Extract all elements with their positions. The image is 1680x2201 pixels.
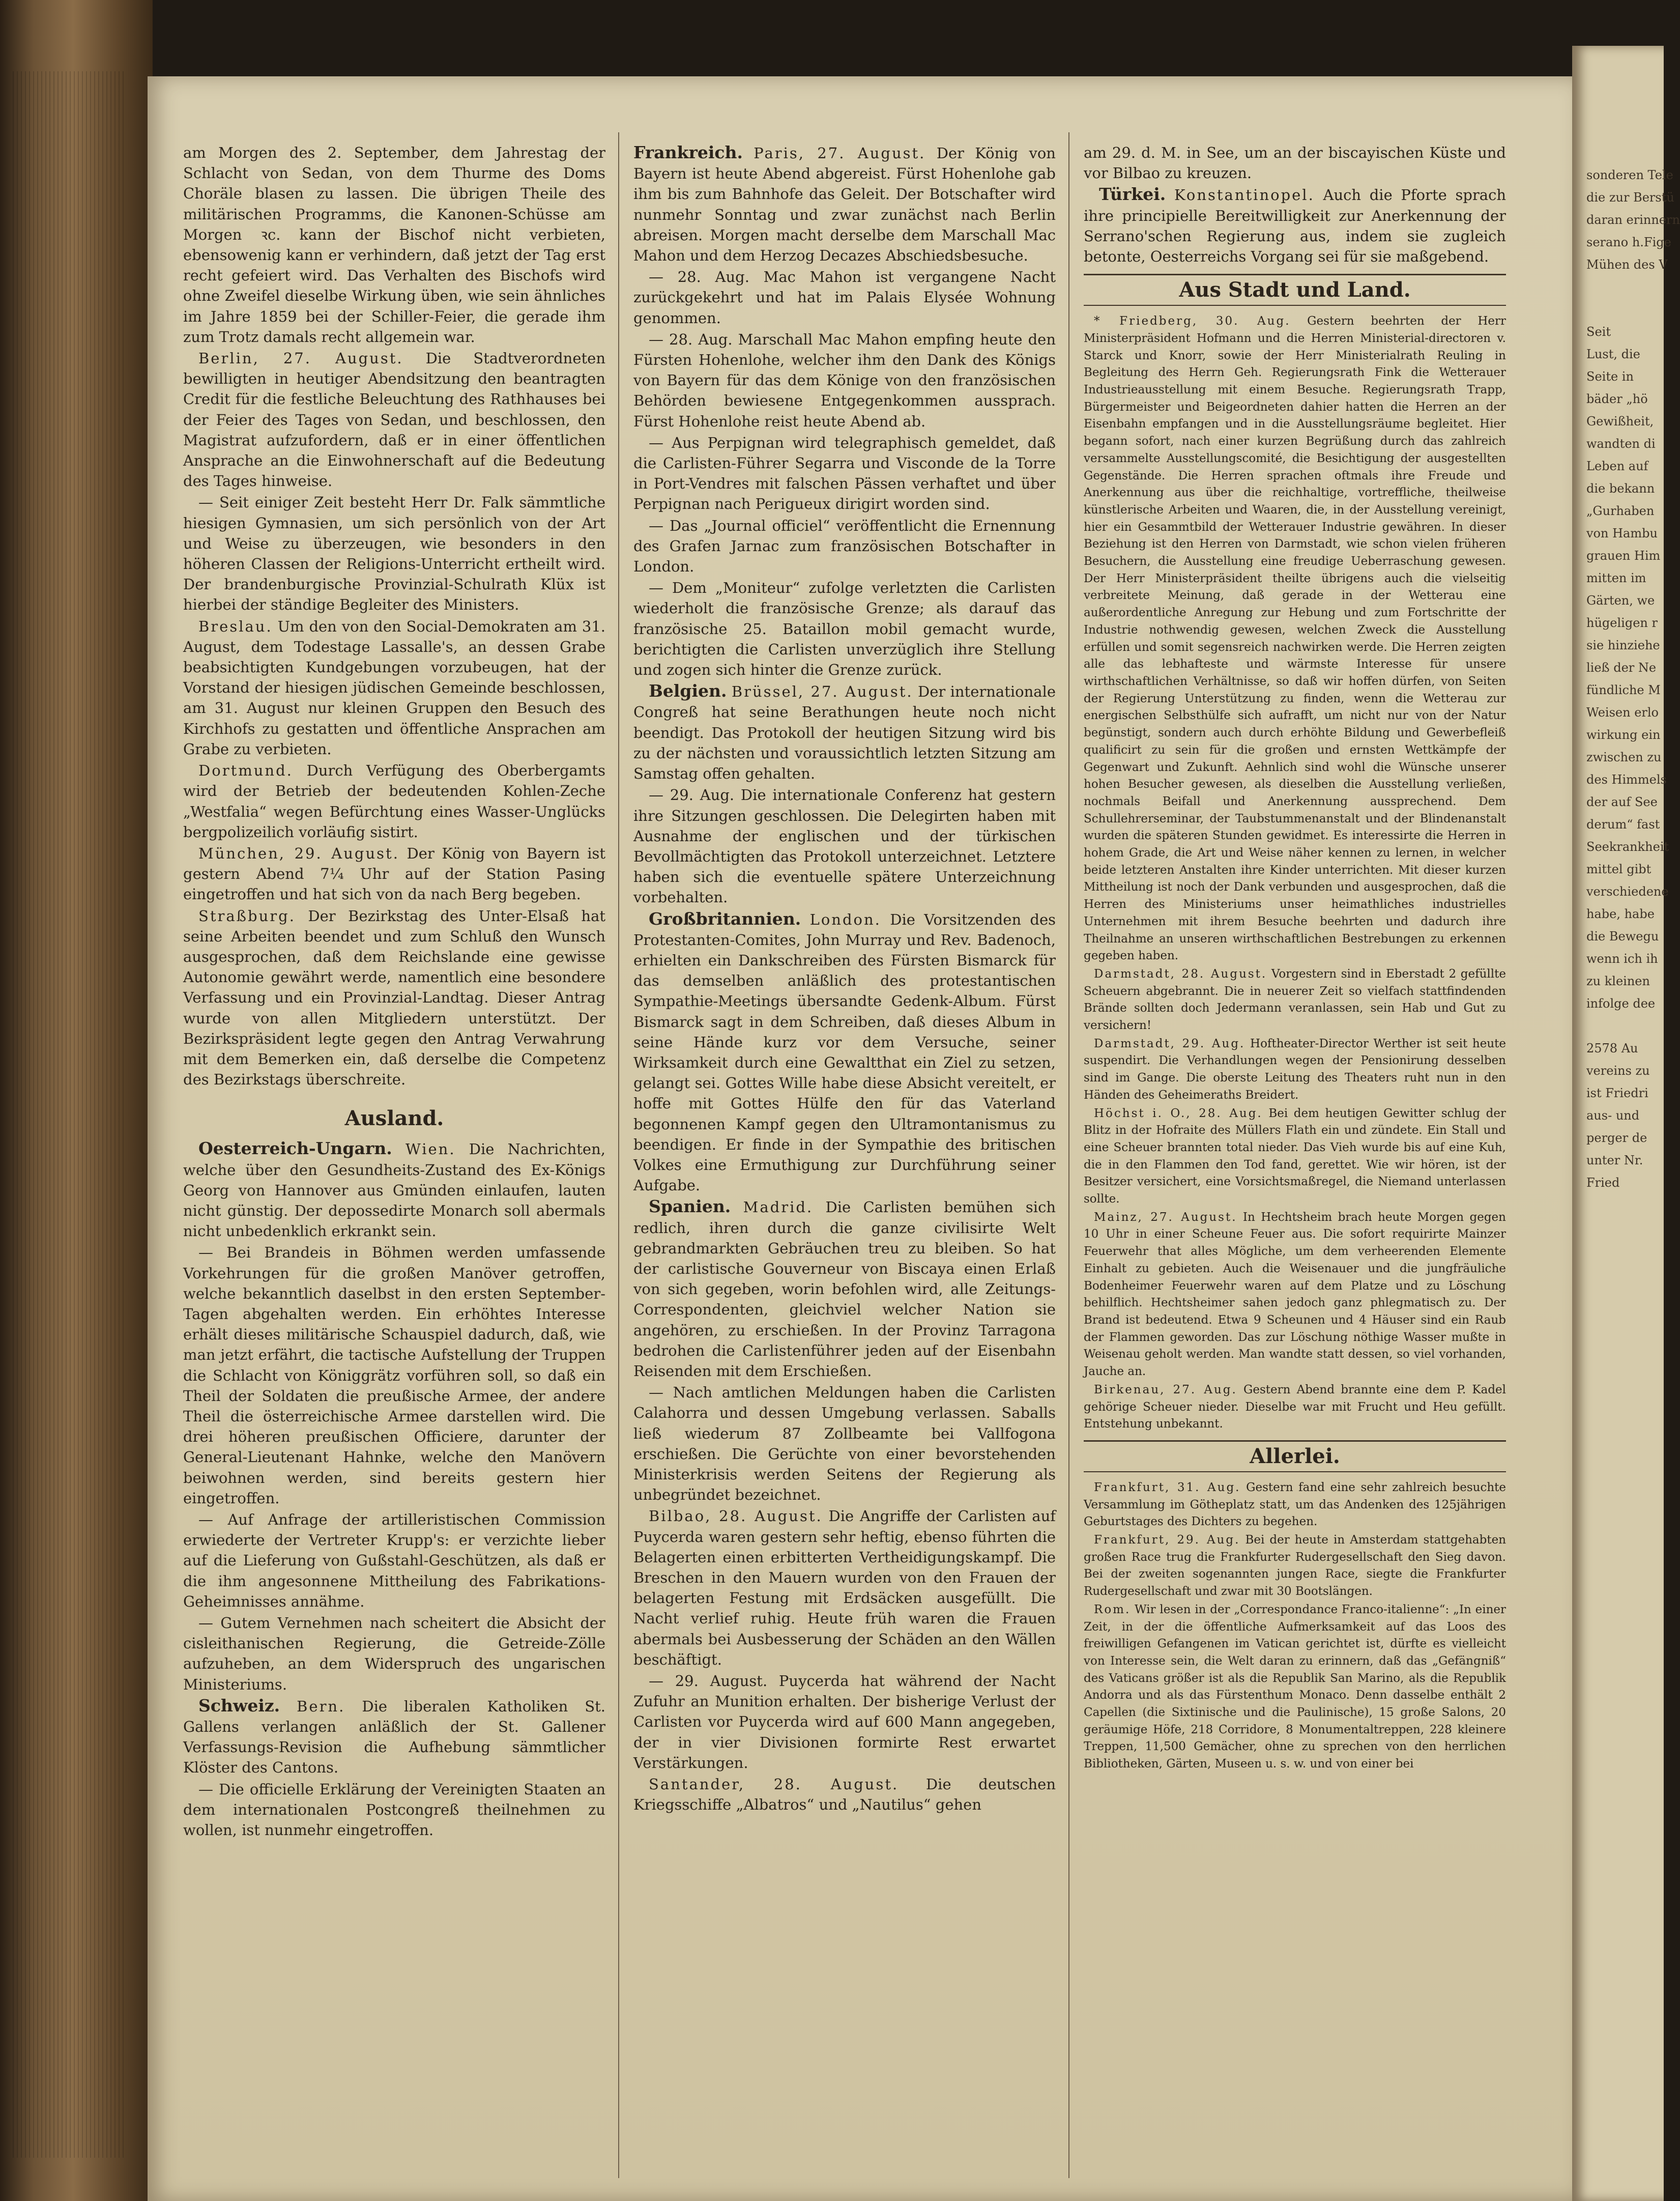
article-paragraph: Frankreich. Paris, 27. August. Der König von Bayern ist heute Abend abgereist. Fürst Hohenlohe gab ihm bis zum Bahnhofe das Geleit. Der Botschafter wird nunmehr Sonntag und zwar zunächst nach Berlin abreisen. Morgen macht derselbe dem Marschall Mac Mahon und dem Herzog Decazes Abschiedsbesuche. (633, 142, 1056, 265)
adjacent-page-line: Fried (1586, 1176, 1620, 1190)
article-paragraph: Türkei. Konstantinopel. Auch die Pforte sprach ihre principielle Bereitwilligkeit zur Anerkennung der Serrano'schen Regierung aus, indem sie zugleich betonte, Oesterreichs Vorgang sei für sie maßgebend. (1084, 184, 1507, 266)
adjacent-page-line: „Gurhaben (1586, 504, 1655, 518)
article-paragraph: Rom. Wir lesen in der „Correspondance Franco-italienne“: „In einer Zeit, in der die öffentliche Aufmerksamkeit auf das Loos des freiwilligen Gefangenen im Vatican gerichtet ist, dürfte es vielleicht von Interesse sein, die Welt daran zu erinnern, daß das „Gefängniß“ des Vaticans größer ist als die Republik San Marino, als die Republik Andorra und als das Fürstenthum Monaco. Denn dasselbe enthält 2 Capellen (die Sixtinische und die Paulinische), 15 große Salons, 20 geräumige Höfe, 218 Corridore, 8 Monumentaltreppen, 228 kleinere Treppen, 11,500 Gemächer, ohne zu sprechen von den herrlichen Bibliotheken, Gärten, Museen u. s. w. und von einer bei (1084, 1603, 1506, 1771)
adjacent-page-line: Seit (1586, 325, 1611, 339)
section-heading: Ausland. (344, 1106, 444, 1131)
adjacent-page-line: von Hambu (1586, 526, 1658, 540)
section-heading: Allerlei. (1084, 1440, 1506, 1472)
article-paragraph: — Seit einiger Zeit besteht Herr Dr. Falk sämmtliche hiesigen Gymnasien, um sich persönlich von der Art und Weise zu überzeugen, wie besonders in den höheren Classen der Religions-Unterricht ertheilt wird. Der brandenburgische Provinzial-Schulrath Klüx ist hierbei der ständige Begleiter des Ministers. (183, 494, 605, 614)
adjacent-page-line: wenn ich ih (1586, 952, 1658, 966)
article-paragraph: Santander, 28. August. Die deutschen Kriegsschiffe „Albatros“ und „Nautilus“ gehen (633, 1776, 1056, 1814)
adjacent-page-line: verschiedene (1586, 884, 1669, 899)
article-paragraph: Dortmund. Durch Verfügung des Oberbergamts wird der Betrieb der bedeutenden Kohlen-Zeche „Westfalia“ wegen Befürchtung eines Wasser-Unglücks bergpolizeilich vorläufig sistirt. (183, 762, 606, 841)
adjacent-page-line: des Himmels (1586, 773, 1667, 787)
adjacent-page-line: Seekrankheit (1586, 840, 1669, 854)
article-paragraph: — 29. August. Puycerda hat während der Nacht Zufuhr an Munition erhalten. Der bisherige Verlust der Carlisten vor Puycerda wird auf 600 Mann angegeben, der in vier Divisionen formirte Rest erwartet Verstärkungen. (633, 1672, 1056, 1771)
article-paragraph: — Aus Perpignan wird telegraphisch gemeldet, daß die Carlisten-Führer Segarra und Visconde de la Torre in Port-Vendres mit falschen Pässen verhaftet und über Perpignan nach Perigueux dirigirt worden sind. (633, 434, 1056, 513)
adjacent-page-line: Weisen erlo (1586, 705, 1659, 720)
article-paragraph: Belgien. Brüssel, 27. August. Der internationale Congreß hat seine Berathungen heute noch nicht beendigt. Das Protokoll der heutigen Sitzung wird bis zu der nächsten und voraussichtlich letzten Sitzung am Samstag offen gehalten. (633, 681, 1056, 783)
adjacent-page-line: ist Friedri (1586, 1086, 1648, 1100)
adjacent-page-fragment (1572, 46, 1680, 2201)
adjacent-page-line: bäder „hö (1586, 392, 1648, 406)
adjacent-page-line: mittel gibt (1586, 862, 1652, 876)
column-rule (1068, 132, 1069, 2178)
article-paragraph: München, 29. August. Der König von Bayern ist gestern Abend 7¼ Uhr auf der Station Pasing eingetroffen und hat sich von da nach Berg begeben. (183, 844, 606, 903)
article-paragraph: Straßburg. Der Bezirkstag des Unter-Elsaß hat seine Arbeiten beendet und zum Schluß den Wunsch ausgesprochen, daß dem Reichslande eine gewisse Autonomie gewährt werde, namentlich eine besondere Verfassung und ein Provinzial-Landtag. Dieser Antrag wurde von allen Mitgliedern unterstützt. Der Bezirkspräsident legte gegen den Antrag Verwahrung mit dem Bemerken ein, daß derselbe die Competenz des Bezirkstags überschreite. (183, 907, 606, 1089)
article-paragraph: Mainz, 27. August. In Hechtsheim brach heute Morgen gegen 10 Uhr in einer Scheune Feuer aus. Die sofort requirirte Mainzer Feuerwehr that alles Mögliche, um dem verheerenden Elemente Einhalt zu gebieten. Auch die Weisenauer und die jungfräuliche Bodenheimer Feuerwehr waren auf dem Platze und zu Löschung behilflich. Hechtsheimer sahen jedoch ganz phlegmatisch zu. Der Brand ist bedeutend. Etwa 9 Scheunen und 4 Häuser sind ein Raub der Flammen geworden. Das zur Löschung nöthige Wasser mußte in Weisenau geholt werden. Man wandte statt dessen, so viel vorhanden, Jauche an. (1084, 1210, 1506, 1379)
page-edges (13, 71, 125, 2158)
article-paragraph: Spanien. Madrid. Die Carlisten bemühen sich redlich, ihren durch die ganze civilisirte Welt gebrandmarkten Gebräuchen treu zu bleiben. So hat der carlistische Gouverneur von Biscaya einen Erlaß von sich gegeben, worin befohlen wird, alle Zeitungs-Correspondenten, gleichviel welcher Nation sie angehören, zu erschießen. In der Provinz Tarragona bedrohen die Carlistenführer jeden auf der Eisenbahn Reisenden mit dem Erschießen. (633, 1196, 1056, 1380)
adjacent-page-line: die bekann (1586, 481, 1655, 496)
section-heading: Aus Stadt und Land. (1084, 274, 1506, 306)
adjacent-page-line: vereins zu (1586, 1064, 1650, 1078)
book-spine-edge (0, 0, 153, 2201)
article-paragraph: — 29. Aug. Die internationale Conferenz hat gestern ihre Sitzungen geschlossen. Die Delegirten haben mit Ausnahme der englischen und der türkischen Bevollmächtigten das Protokoll unterzeichnet. Letztere haben sich die eventuelle spätere Unterzeichnung vorbehalten. (633, 786, 1056, 906)
adjacent-page-line: der auf See (1586, 795, 1658, 809)
adjacent-page-line: fündliche M (1586, 683, 1661, 697)
article-paragraph: — Gutem Vernehmen nach scheitert die Absicht der cisleithanischen Regierung, die Getreide-Zölle aufzuheben, an dem Widerspruch des ungarischen Ministeriums. (183, 1614, 605, 1693)
column-1 (183, 142, 605, 2178)
article-paragraph: Schweiz. Bern. Die liberalen Katholiken St. Gallens verlangen anläßlich der St. Gallener Verfassungs-Revision die Aufhebung sämmtlicher Klöster des Cantons. (183, 1695, 605, 1777)
article-paragraph: — Bei Brandeis in Böhmen werden umfassende Vorkehrungen für die großen Manöver getroffen, welche bekanntlich daselbst in den ersten September-Tagen abgehalten werden. Ein erhöhtes Interesse erhält dieses militärische Schauspiel dadurch, daß, wie man jetzt erfährt, die tactische Aufstellung der Truppen die Schlacht von Königgrätz vorführen soll, so daß ein Theil der Soldaten die preußische Armee, der andere Theil die österreichische Armee darstellen wird. Die drei höheren preußischen Officiere, darunter der General-Lieutenant Hahnke, welche den Manövern beiwohnen werden, sind bereits gestern hier eingetroffen. (183, 1244, 605, 1507)
adjacent-page-line: daran erinnern (1586, 213, 1680, 227)
adjacent-page-line: habe, habe (1586, 907, 1655, 921)
column-3 (1084, 142, 1506, 2178)
adjacent-page-line: infolge dee (1586, 996, 1656, 1011)
article-paragraph: Frankfurt, 31. Aug. Gestern fand eine sehr zahlreich besuchte Versammlung im Götheplatz statt, um das Andenken des 125jährigen Geburtstages des Dichters zu begehen. (1084, 1480, 1506, 1529)
article-paragraph: Frankfurt, 29. Aug. Bei der heute in Amsterdam stattgehabten großen Race trug die Frankfurter Rudergesellschaft den Sieg davon. Bei der zweiten sogenannten jungen Race, siegte die Frankfurter Rudergesellschaft und zwar mit 30 Bootslängen. (1084, 1533, 1507, 1598)
article-paragraph: Oesterreich-Ungarn. Wien. Die Nachrichten, welche über den Gesundheits-Zustand des Ex-Königs Georg von Hannover aus Gmünden einlaufen, lauten nicht günstig. Der depossedirte Monarch soll abermals nicht unbedenklich erkrankt sein. (183, 1138, 605, 1240)
adjacent-page-line: wandten di (1586, 437, 1656, 451)
article-paragraph: — Das „Journal officiel“ veröffentlicht die Ernennung des Grafen Jarnac zum französischen Botschafter in London. (633, 517, 1056, 576)
adjacent-page-line: Lust, die (1586, 347, 1640, 361)
article-paragraph: am 29. d. M. in See, um an der biscayischen Küste und vor Bilbao zu kreuzen. (1084, 144, 1506, 182)
adjacent-page-line: perger de (1586, 1131, 1647, 1145)
adjacent-page-line: wirkung ein (1586, 728, 1661, 742)
article-paragraph: — Auf Anfrage der artilleristischen Commission erwiederte der Vertreter Krupp's: er verzichte lieber auf die Lieferung von Gußstahl-Geschützen, als daß er die ihm angesonnene Mittheilung des Fabrikations-Geheimnisses annähme. (183, 1511, 605, 1610)
article-paragraph: * Friedberg, 30. Aug. Gestern beehrten der Herr Ministerpräsident Hofmann und die Herren Ministerial-directoren v. Starck und Knorr, sowie der Herr Ministerialrath Reuling in Begleitung des Herrn Geh. Regierungsrath Fink die Wetterauer Industrieausstellung mit einem Besuche. Regierungsrath Trapp, Bürgermeister und Beigeordneten dahier hatten die Herren an der Eisenbahn empfangen und in die Ausstellungsräume begleitet. Hier begann sofort, nach einer kurzen Begrüßung durch das zahlreich versammelte Ausstellungscomité, die Besichtigung der ausgestellten Gegenstände. Die Herren sprachen oftmals ihre Freude und Anerkennung aus über die reichhaltige, vortreffliche, theilweise künstlerische Arbeiten und Waaren, die, in der Ausstellung vereinigt, hier ein Gesammtbild der Wetterauer Industrie gewähren. In dieser Beziehung ist den Herren von Darmstadt, wie schon vielen früheren Besuchern, die Ausstellung eine freudige Ueberraschung gewesen. Der Herr Ministerpräsident theilte übrigens auch die vielseitig verbreitete Meinung, daß gerade in der Wetterau eine außerordentliche Anregung zur Hebung und zum Fortschritte der Industrie nothwendig gewesen, welchen Zweck die Ausstellung erfüllen und somit segensreich nachwirken werde. Die Herren zeigten alle das lebhafteste und wärmste Interesse für unsere wirthschaftlichen Verhältnisse, so daß wir hoffen dürfen, von Seiten der Regierung Unterstützung zu finden, wenn die Wetterau zur energischen Selbsthülfe sich aufrafft, um nicht nur von der Natur begünstigt, sondern auch durch erhöhte Bildung und Gewerbefleiß qualificirt zu sein für die großen und ernsten Wettkämpfe der Gegenwart und Zukunft. Aehnlich sind wohl die Wünsche unserer hohen Besucher gewesen, als dieselben die Ausstellung verließen, nochmals Beifall und Anerkennung aussprechend. Dem Schullehrerseminar, der Taubstummenanstalt und der Blindenanstalt wurden die späteren Stunden gewidmet. Es interessirte die Herren in hohem Grade, die Art und Weise näher kennen zu lernen, in welcher beide letzteren Anstalten ihre Kinder unterrichten. Mit dieser kurzen Mittheilung ist noch der Dank verbunden und ausgesprochen, daß die Herren des Ministeriums unser heimathliches industrielles Unternehmen mit ihrem Besuche beehrten und dadurch ihre Theilnahme an unseren wirthschaftlichen Bestrebungen zu erkennen gegeben haben. (1084, 315, 1506, 963)
adjacent-page-line: Gewißheit, (1586, 414, 1654, 428)
adjacent-page-line: serano h.Fige (1586, 235, 1671, 249)
adjacent-page-line: derum“ fast (1586, 817, 1660, 832)
newspaper-page (148, 76, 1572, 2201)
article-paragraph: — Nach amtlichen Meldungen haben die Carlisten Calahorra und dessen Umgebung verlassen. Saballs ließ wiederum 87 Zollbeamte bei Vallfogona erschießen. Die Gerüchte von einer bevorstehenden Ministerkrisis werden Seitens der Regierung als unbegründet bezeichnet. (633, 1384, 1056, 1504)
article-paragraph: Bilbao, 28. August. Die Angriffe der Carlisten auf Puycerda waren gestern sehr heftig, ebenso führten die Belagerten einen erbitterten Vertheidigungskampf. Die Breschen in den Mauern wurden von den Frauen der belagerten Festung mit Erdsäcken ausgefüllt. Die Nacht verlief ruhig. Heute früh waren die Frauen abermals bei Ausbesserung der Schäden an den Wällen beschäftigt. (633, 1507, 1056, 1668)
adjacent-page-line: unter Nr. (1586, 1153, 1643, 1167)
article-paragraph: am Morgen des 2. September, dem Jahrestag der Schlacht von Sedan, von dem Thurme des Doms Choräle blasen zu lassen. Die übrigen Theile des militärischen Programms, die Kanonen-Schüsse am Morgen ꝛc. kann der Bischof nicht verbieten, ebensowenig kann er verhindern, daß jetzt der Tag erst recht gefeiert wird. Das Verhalten des Bischofs wird ohne Zweifel dieselbe Wirkung üben, wie sein ähnliches im Jahre 1859 bei der Schiller-Feier, die gerade ihm zum Trotz damals recht allgemein war. (183, 144, 605, 346)
adjacent-page-line: Seite in (1586, 369, 1634, 384)
article-paragraph: — 28. Aug. Marschall Mac Mahon empfing heute den Fürsten Hohenlohe, welcher ihm den Dank des Königs von Bayern für das dem Könige von den französischen Behörden bewiesene Entgegenkommen aussprach. Fürst Hohenlohe reist heute Abend ab. (633, 330, 1056, 430)
article-paragraph: Darmstadt, 28. August. Vorgestern sind in Eberstadt 2 gefüllte Scheuern abgebrannt. Die in neuerer Zeit so vielfach stattfindenden Brände sollten doch Jedermann veranlassen, sein Hab und Gut zu versichern! (1084, 967, 1506, 1033)
article-paragraph: — Dem „Moniteur“ zufolge verletzten die Carlisten wiederholt die französische Grenze; als darauf das französische 25. Bataillon mobil gemacht wurde, berichtigten die Carlisten unverzüglich ihre Stellung und zogen sich hinter die Grenze zurück. (633, 579, 1056, 679)
article-paragraph: Höchst i. O., 28. Aug. Bei dem heutigen Gewitter schlug der Blitz in der Hofraite des Müllers Flath ein und zündete. Ein Stall und eine Scheuer brannten total nieder. Das Vieh wurde bis auf eine Kuh, die in den Flammen den Tod fand, gerettet. Wie wir hören, ist der Besitzer versichert, eine Vorsichtsmaßregel, die Niemand unterlassen sollte. (1084, 1106, 1506, 1206)
adjacent-page-line: Gärten, we (1586, 593, 1655, 608)
adjacent-page-line: Mühen des V (1586, 258, 1668, 272)
adjacent-page-line: 2578 Au (1586, 1041, 1638, 1055)
adjacent-page-line: grauen Him (1586, 549, 1661, 563)
article-paragraph: — 28. Aug. Mac Mahon ist vergangene Nacht zurückgekehrt und hat im Palais Elysée Wohnung genommen. (633, 268, 1056, 327)
adjacent-page-line: zu kleinen (1586, 974, 1650, 988)
article-paragraph: Großbritannien. London. Die Vorsitzenden des Protestanten-Comites, John Murray und Rev. Badenoch, erhielten ein Dankschreiben des Fürsten Bismarck für das demselben anläßlich des protestantischen Sympathie-Meetings übersandte Gedenk-Album. Fürst Bismarck sagt in dem Schreiben, daß dieses Album in seine Hände kurz vor dem Versuche, seiner Wirksamkeit durch eine Gewaltthat ein Ziel zu setzen, gelangt sei. Gottes Wille habe diese Absicht vereitelt, er hoffe mit Gottes Hülfe den für das Vaterland begonnenen Kampf gegen den Ultramontanismus zu beendigen. Er finde in der Sympathie des britischen Volkes eine Ermuthigung zur Durchführung seiner Aufgabe. (633, 908, 1056, 1194)
article-paragraph: — Die officielle Erklärung der Vereinigten Staaten an dem internationalen Postcongreß theilnehmen zu wollen, ist nunmehr eingetroffen. (183, 1780, 605, 1839)
adjacent-page-line: Leben auf (1586, 459, 1648, 473)
article-paragraph: Birkenau, 27. Aug. Gestern Abend brannte eine dem P. Kadel gehörige Scheuer nieder. Dieselbe war mit Frucht und Heu gefüllt. Entstehung unbekannt. (1084, 1383, 1507, 1431)
article-paragraph: Darmstadt, 29. Aug. Hoftheater-Director Werther ist seit heute suspendirt. Die Verhandlungen wegen der Pensionirung desselben sind im Gange. Die oberste Leitung des Theaters ruht nun in den Händen des Geheimeraths Breidert. (1084, 1037, 1507, 1102)
adjacent-page-line: hügeligen r (1586, 616, 1658, 630)
adjacent-page-line: aus- und (1586, 1108, 1640, 1123)
article-paragraph: Breslau. Um den von den Social-Demokraten am 31. August, dem Todestage Lassalle's, an dessen Grabe beabsichtigten Kundgebungen vorzubeugen, hat der Vorstand der hiesigen jüdischen Gemeinde beschlossen, am 31. August nur kleinen Gruppen den Besuch des Kirchhofs zu gestatten und öffentliche Ansprachen am Grabe zu verbieten. (183, 617, 605, 758)
column-2 (633, 142, 1056, 2178)
adjacent-page-line: die Bewegu (1586, 929, 1659, 944)
article-paragraph: Berlin, 27. August. Die Stadtverordneten bewilligten in heutiger Abendsitzung den beantragten Credit für die festliche Beleuchtung des Rathhauses bei der Feier des Tages von Sedan, und beschlossen, den Magistrat aufzufordern, daß er in einer öffentlichen Ansprache an die Einwohnerschaft auf die Bedeutung des Tages hinweise. (183, 350, 606, 490)
adjacent-page-line: sonderen Tele (1586, 168, 1673, 182)
adjacent-page-line: die zur Berstü (1586, 190, 1674, 205)
adjacent-page-line: sie hinziehe (1586, 638, 1660, 652)
adjacent-page-line: ließ der Ne (1586, 661, 1657, 675)
adjacent-page-line: zwischen zu (1586, 750, 1662, 764)
adjacent-page-line: mitten im (1586, 571, 1646, 585)
column-rule (618, 132, 619, 2178)
